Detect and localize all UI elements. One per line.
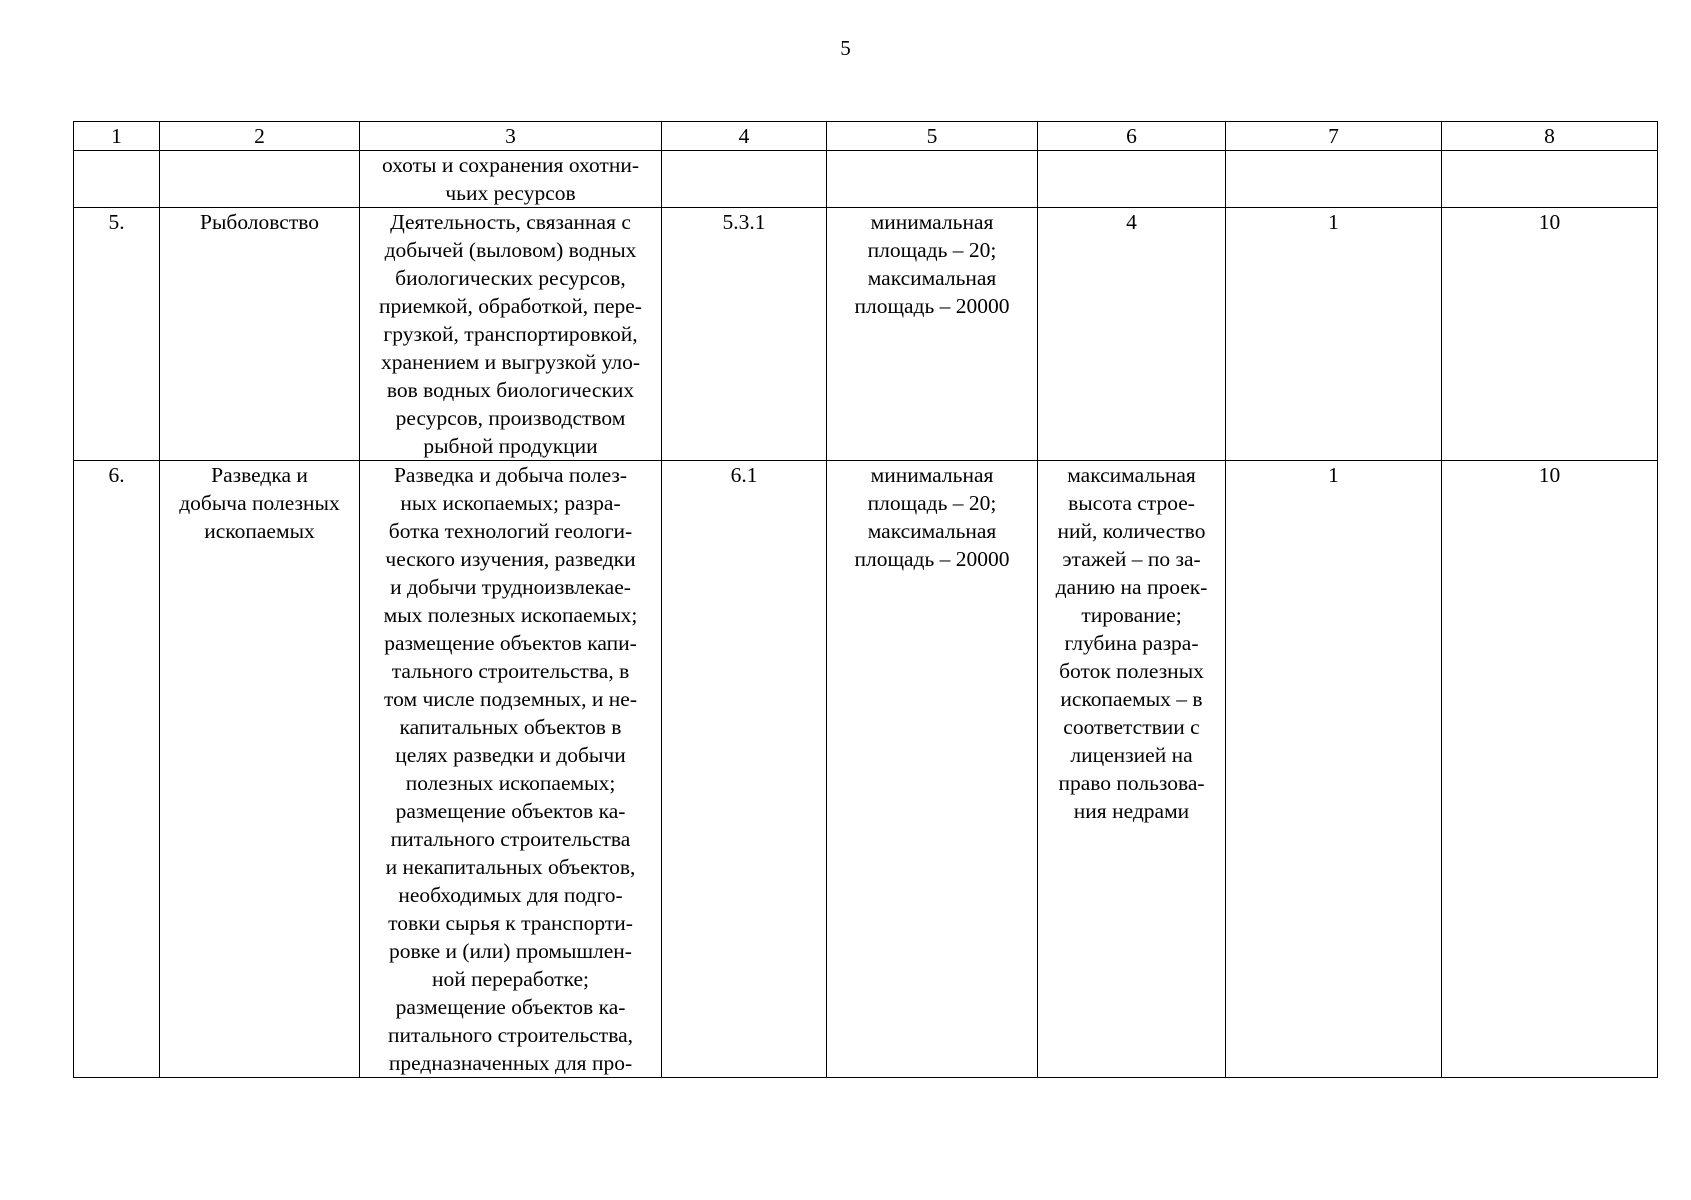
cell-number: [74, 151, 160, 208]
cell-code: 5.3.1: [662, 208, 827, 461]
cell-height: [1038, 151, 1226, 208]
column-header: 2: [160, 122, 360, 151]
table-row: [74, 151, 1658, 208]
cell-height: 4: [1038, 208, 1226, 461]
page-number: 5: [840, 36, 851, 60]
cell-col7: 1: [1226, 208, 1442, 461]
cell-number: 6.: [74, 461, 160, 1078]
cell-col7: 1: [1226, 461, 1442, 1078]
column-header: 7: [1226, 122, 1442, 151]
cell-number: 5.: [74, 208, 160, 461]
regulations-table: [73, 121, 1658, 1078]
table-header-row: [74, 122, 1658, 151]
cell-description: Деятельность, связанная с добычей (выловом) водных биологических ресурсов, приемкой, обработкой, пере- грузкой, транспортировкой, хранением и выгрузкой уло- вов водных биологических ресурсов, производством рыбной продукции: [360, 208, 662, 461]
cell-code: [662, 151, 827, 208]
cell-area: [827, 151, 1038, 208]
cell-code: 6.1: [662, 461, 827, 1078]
cell-area: минимальная площадь – 20; максимальная площадь – 20000: [827, 461, 1038, 1078]
cell-name: [160, 151, 360, 208]
column-header: 3: [360, 122, 662, 151]
column-header: 4: [662, 122, 827, 151]
cell-name: Рыболовство: [160, 208, 360, 461]
cell-col8: 10: [1442, 208, 1658, 461]
cell-description: охоты и сохранения охотни- чьих ресурсов: [360, 151, 662, 208]
cell-col7: [1226, 151, 1442, 208]
column-header: 6: [1038, 122, 1226, 151]
cell-col8: 10: [1442, 461, 1658, 1078]
column-header: 8: [1442, 122, 1658, 151]
table-row: [74, 461, 1658, 1078]
table-row: [74, 208, 1658, 461]
column-header: 1: [74, 122, 160, 151]
cell-name: Разведка и добыча полезных ископаемых: [160, 461, 360, 1078]
cell-area: минимальная площадь – 20; максимальная площадь – 20000: [827, 208, 1038, 461]
cell-col8: [1442, 151, 1658, 208]
cell-height: максимальная высота строе- ний, количество этажей – по за- данию на проек- тирование; глубина разра- боток полезных ископаемых – в соответствии с лицензией на право пользова- ния недрами: [1038, 461, 1226, 1078]
column-header: 5: [827, 122, 1038, 151]
cell-description: Разведка и добыча полез- ных ископаемых; разра- ботка технологий геологи- ческого изучения, разведки и добычи трудноизвлекае- мых полезных ископаемых; размещение объектов капи- тального строительства, в том числе подземных, и не- капитальных объектов в целях разведки и добычи полезных ископаемых; размещение объектов ка- питального строительства и некапитальных объектов, необходимых для подго- товки сырья к транспорти- ровке и (или) промышлен- ной переработке; размещение объектов ка- питального строительства, предназначенных для про-: [360, 461, 662, 1078]
